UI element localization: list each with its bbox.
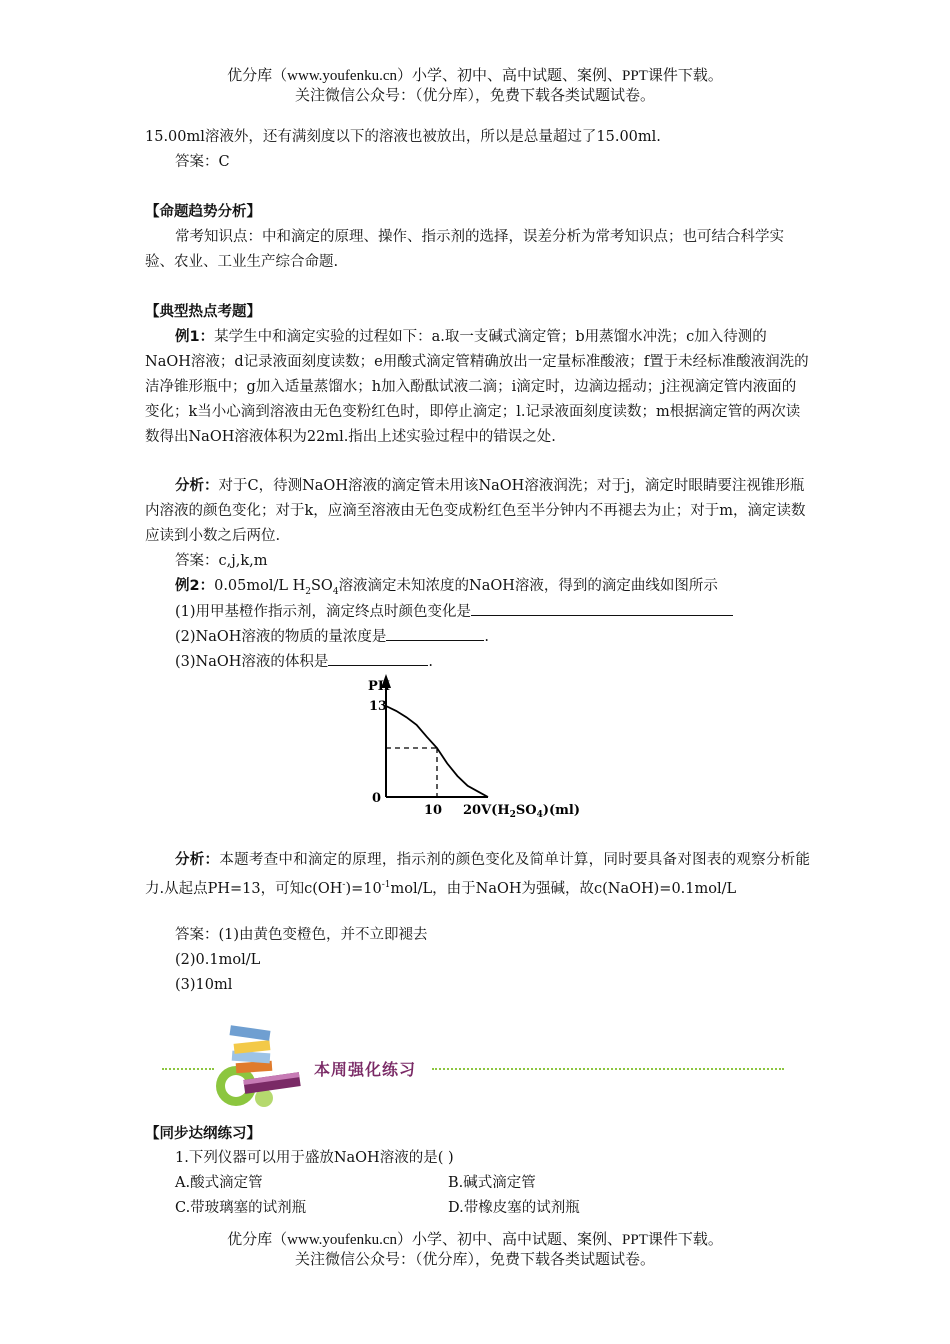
footer-line-2: 关注微信公众号：（优分库），免费下载各类试题试卷。: [294, 1252, 655, 1268]
sub-2: 2: [305, 586, 311, 597]
trend-body: 常考知识点：中和滴定的原理、操作、指示剂的选择，误差分析为常考知识点；也可结合科学实验、农业、工业生产综合命题.: [145, 229, 784, 270]
hot-heading: 【典型热点考题】: [145, 304, 261, 320]
question-1: [145, 599, 840, 625]
x-axis-label: [463, 803, 580, 820]
analysis-body: 对于C，待测NaOH溶液的滴定管未用该NaOH溶液润洗；对于j，滴定时眼睛要注视锥形瓶内溶液的颜色变化；对于k，应滴至溶液由无色变成粉红色至半分钟内不再褪去为止；对于m，滴定读数应读到小数之后两位.: [145, 478, 806, 544]
x-tick-10: 10: [424, 803, 443, 818]
trend-heading: 【命题趋势分析】: [145, 204, 261, 220]
analysis-2-b: )=10: [345, 880, 382, 897]
x-label-sub-4: 4: [536, 810, 543, 820]
banner-title: 本周强化练习: [314, 1060, 417, 1079]
example-2-answer-1: 答案：(1)由黄色变橙色，并不立即褪去: [175, 927, 428, 943]
question-3-end: .: [428, 654, 434, 670]
option-d[interactable]: D.带橡皮塞的试剂瓶: [448, 1200, 580, 1216]
example-1-label: 例1：: [175, 329, 215, 345]
analysis-label: 分析：: [175, 478, 219, 494]
option-b[interactable]: B.碱式滴定管: [448, 1175, 536, 1191]
banner-dotted-left: [162, 1068, 214, 1070]
x-label-suffix: )(ml): [542, 803, 581, 818]
banner-dotted-right: [432, 1068, 784, 1070]
answer-blank-3[interactable]: [328, 649, 428, 666]
question-3-text: (3)NaOH溶液的体积是: [175, 654, 329, 670]
x-label-mid: SO: [515, 803, 537, 818]
continued-text: 15.00ml溶液外，还有满刻度以下的溶液也被放出，所以是总量超过了15.00ml.: [145, 129, 661, 145]
header-line-1: 优分库（www.youfenku.cn）小学、初中、高中试题、案例、PPT课件下载。: [227, 68, 723, 84]
analysis-2-a: 本题考查中和滴定的原理，指示剂的颜色变化及简单计算，同时要具备对图表的观察分析能力.从起点PH=13，可知c(OH: [145, 852, 811, 897]
answer-top: 答案：C: [175, 154, 230, 170]
x-label-sub-2: 2: [509, 810, 516, 820]
option-a[interactable]: A.酸式滴定管: [175, 1175, 263, 1191]
analysis-2-sup2: -1: [381, 880, 391, 890]
example-1: [145, 325, 810, 450]
header-line-2: 关注微信公众号：（优分库），免费下载各类试题试卷。: [294, 88, 655, 104]
analysis-2-sup1: -: [342, 880, 346, 890]
footer-line-1: 优分库（www.youfenku.cn）小学、初中、高中试题、案例、PPT课件下载。: [227, 1232, 723, 1248]
example-2-post: 溶液滴定未知浓度的NaOH溶液，得到的滴定曲线如图所示: [338, 578, 718, 594]
example-1-answer: 答案：c,j,k,m: [175, 553, 268, 569]
example-2-answer-2: (2)0.1mol/L: [175, 952, 261, 968]
x-label-prefix: 20V(H: [463, 803, 510, 818]
analysis-2-label: 分析：: [175, 852, 220, 868]
example-2-answer-3: (3)10ml: [175, 977, 233, 993]
question-2: [145, 624, 840, 650]
question-1-text: (1)用甲基橙作指示剂，滴定终点时颜色变化是: [175, 604, 472, 620]
example-1-body: 某学生中和滴定实验的过程如下：a.取一支碱式滴定管；b用蒸馏水冲洗；c加入待测的NaOH溶液；d记录液面刻度读数；e用酸式滴定管精确放出一定量标准酸液；f置于未经标准酸液润洗的洁净锥形瓶中；g加入适量蒸馏水；h加入酚酞试液二滴；i滴定时，边滴边摇动；j注视滴定管内液面的变化；k当小心滴到溶液由无色变粉红色时，即停止滴定；l.记录液面刻度读数；m根据滴定管的两次读数得出NaOH溶液体积为22ml.指出上述实验过程中的错误之处.: [145, 329, 809, 445]
example-2-pre: 0.05mol/L H: [214, 578, 306, 594]
books-icon: [214, 1020, 314, 1110]
y-axis-label: PH: [368, 679, 391, 694]
y-tick-13: 13: [369, 699, 388, 714]
example-2-label: 例2：: [175, 578, 215, 594]
titration-chart: [360, 670, 600, 830]
option-c[interactable]: C.带玻璃塞的试剂瓶: [175, 1200, 307, 1216]
answer-blank-2[interactable]: [386, 624, 484, 641]
practice-heading: 【同步达纲练习】: [145, 1126, 261, 1142]
example-2-mid: SO: [311, 578, 333, 594]
answer-blank-1[interactable]: [471, 599, 733, 616]
example-1-analysis: [145, 474, 810, 549]
question-2-end: .: [484, 629, 490, 645]
sub-4: 4: [332, 586, 339, 597]
question-2-text: (2)NaOH溶液的物质的量浓度是: [175, 629, 387, 645]
origin-label: 0: [372, 791, 382, 806]
practice-question-1: 1.下列仪器可以用于盛放NaOH溶液的是( ): [175, 1150, 454, 1166]
example-2-analysis: [145, 848, 810, 902]
analysis-2-c: mol/L，由于NaOH为强碱，故c(NaOH)=0.1mol/L: [390, 880, 737, 897]
